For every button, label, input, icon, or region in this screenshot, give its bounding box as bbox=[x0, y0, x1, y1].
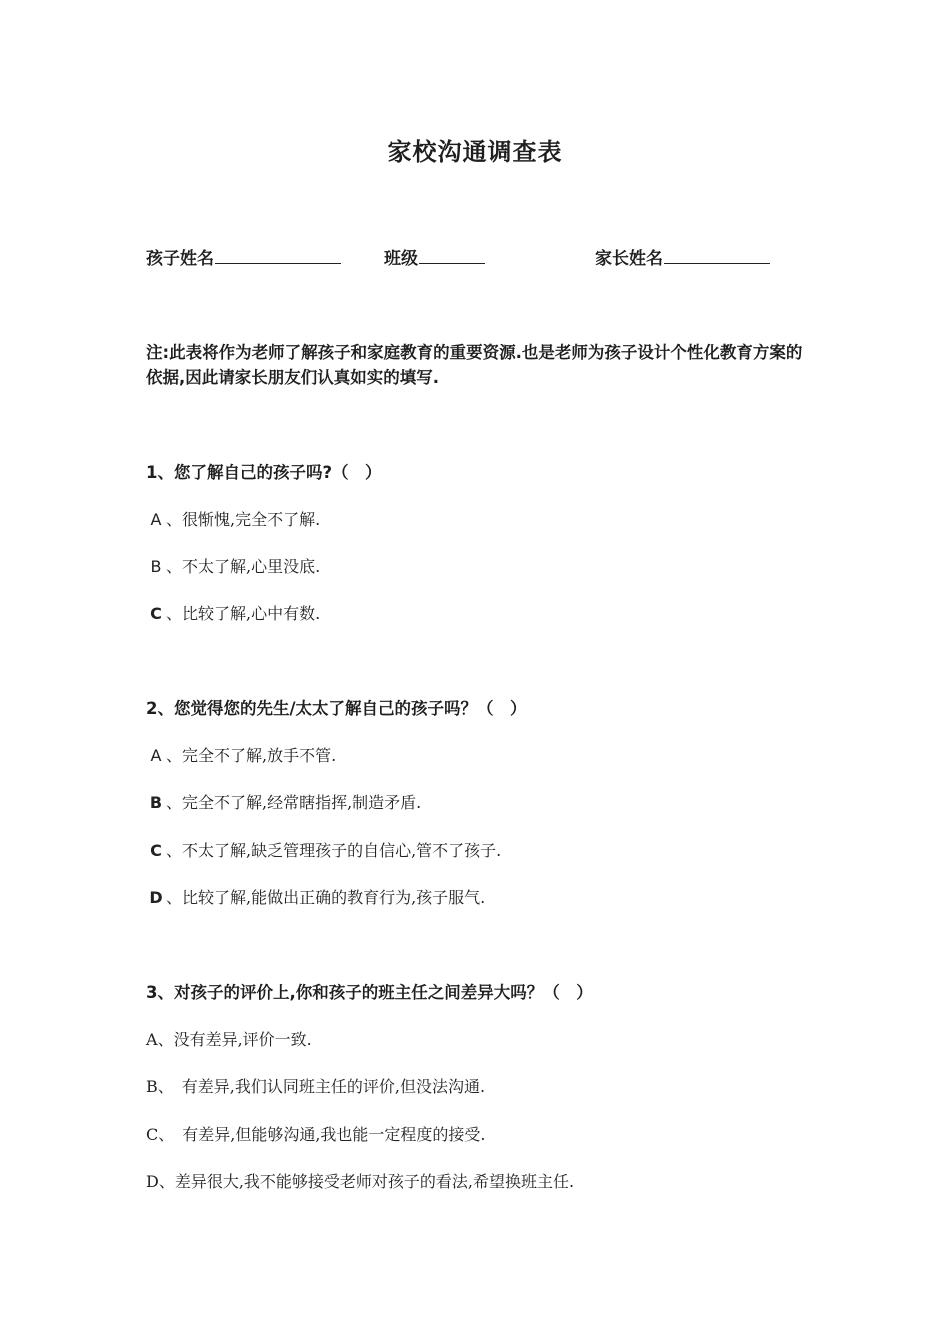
child-name-label: 孩子姓名 bbox=[146, 249, 214, 269]
option-letter: B bbox=[149, 793, 163, 812]
q3-option-c[interactable] bbox=[146, 1122, 486, 1145]
q2-option-c[interactable] bbox=[146, 838, 501, 861]
q3-option-b[interactable] bbox=[146, 1074, 485, 1097]
option-letter: C bbox=[146, 1125, 159, 1144]
q1-option-a[interactable] bbox=[146, 507, 320, 530]
option-text: 、不太了解,缺乏管理孩子的自信心,管不了孩子. bbox=[166, 841, 502, 860]
option-text: 、比较了解,能做出正确的教育行为,孩子服气. bbox=[166, 888, 486, 907]
option-letter: B bbox=[150, 557, 162, 576]
option-letter: C bbox=[150, 841, 162, 860]
parent-name-field bbox=[595, 244, 770, 269]
question-3: 3、对孩子的评价上,你和孩子的班主任之间差异大吗？（ ） bbox=[146, 983, 593, 1002]
option-letter: D bbox=[149, 888, 163, 907]
option-text: 、很惭愧,完全不了解. bbox=[166, 510, 321, 529]
q3-option-d[interactable] bbox=[146, 1169, 574, 1192]
q2-option-a[interactable] bbox=[146, 743, 336, 766]
class-field bbox=[384, 244, 485, 269]
child-name-blank[interactable] bbox=[215, 245, 341, 264]
option-letter: A bbox=[150, 510, 162, 529]
class-label: 班级 bbox=[384, 249, 418, 269]
option-letter: A bbox=[150, 746, 162, 765]
option-text: 、没有差异,评价一致. bbox=[157, 1030, 312, 1049]
q2-option-d[interactable] bbox=[146, 885, 485, 908]
page-title: 家校沟通调查表 bbox=[387, 138, 563, 166]
class-blank[interactable] bbox=[419, 245, 485, 264]
option-letter: C bbox=[150, 604, 162, 623]
option-text: 、 有差异,但能够沟通,我也能一定程度的接受. bbox=[158, 1125, 486, 1144]
option-text: 、比较了解,心中有数. bbox=[166, 604, 321, 623]
parent-name-label: 家长姓名 bbox=[595, 249, 663, 269]
q3-option-a[interactable] bbox=[146, 1027, 312, 1050]
q2-option-b[interactable] bbox=[146, 790, 421, 813]
option-text: 、差异很大,我不能够接受老师对孩子的看法,希望换班主任. bbox=[158, 1172, 575, 1191]
option-letter: B bbox=[146, 1077, 158, 1096]
option-text: 、完全不了解,经常瞎指挥,制造矛盾. bbox=[166, 793, 422, 812]
question-2: 2、您觉得您的先生/太太了解自己的孩子吗？（ ） bbox=[146, 699, 527, 718]
q1-option-b[interactable] bbox=[146, 554, 320, 577]
q1-option-c[interactable] bbox=[146, 601, 320, 624]
instruction-note: 注:此表将作为老师了解孩子和家庭教育的重要资源.也是老师为孩子设计个性化教育方案的依据,因此请家长朋友们认真如实的填写. bbox=[146, 343, 803, 387]
option-letter: A bbox=[146, 1030, 158, 1049]
option-text: 、不太了解,心里没底. bbox=[166, 557, 321, 576]
option-letter: D bbox=[146, 1172, 159, 1191]
option-text: 、完全不了解,放手不管. bbox=[166, 746, 337, 765]
option-text: 、 有差异,我们认同班主任的评价,但没法沟通. bbox=[157, 1077, 486, 1096]
parent-name-blank[interactable] bbox=[664, 245, 770, 264]
question-1: 1、您了解自己的孩子吗?（ ） bbox=[146, 463, 382, 482]
child-name-field bbox=[146, 244, 341, 269]
